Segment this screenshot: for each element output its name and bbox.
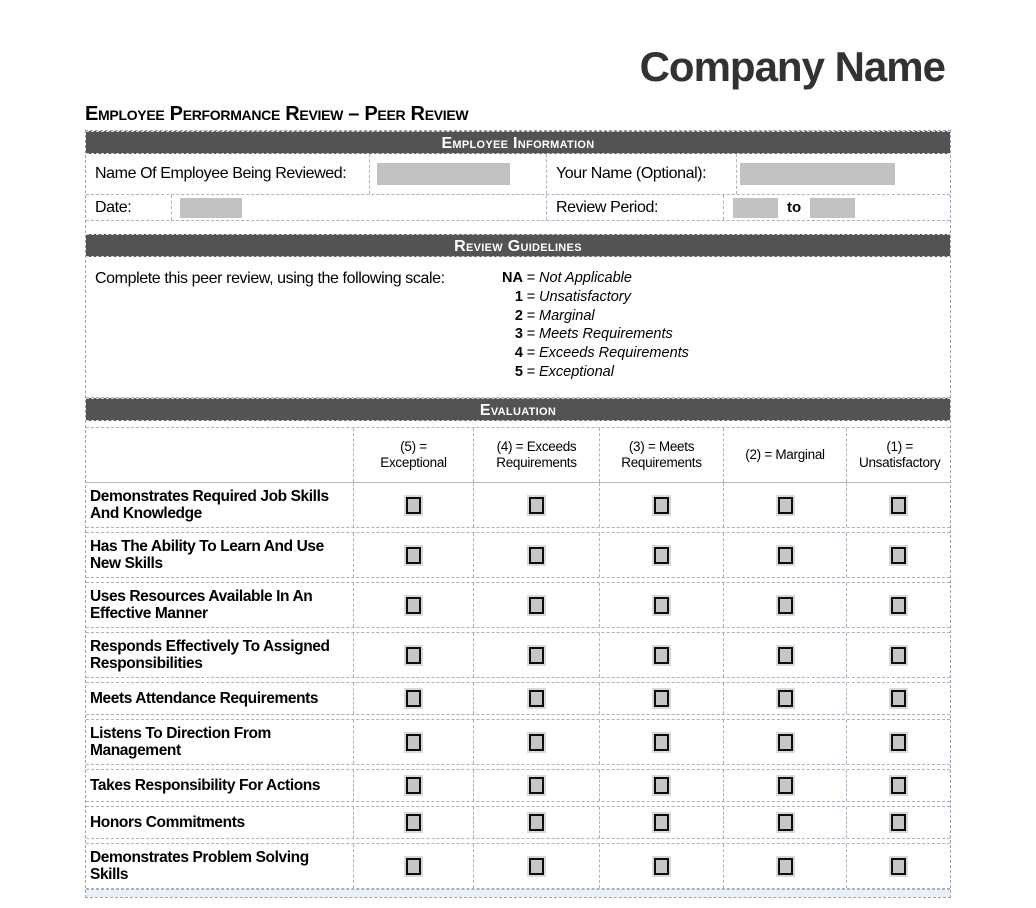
evaluation-row xyxy=(86,807,950,838)
evaluation-row-label: Has The Ability To Learn And Use New Skills xyxy=(90,538,324,573)
rating-column-header xyxy=(723,428,846,482)
scale-key: 4 xyxy=(514,345,523,361)
rating-checkbox[interactable] xyxy=(529,858,544,875)
rating-cell xyxy=(353,844,473,888)
rating-checkbox[interactable] xyxy=(778,597,793,614)
rating-cell xyxy=(599,583,723,627)
evaluation-row-label: Uses Resources Available In An Effective Manner xyxy=(90,588,313,623)
rating-cell xyxy=(723,807,846,838)
company-name-title: Company Name xyxy=(639,43,945,90)
evaluation-row-label: Honors Commitments xyxy=(90,814,245,832)
evaluation-row xyxy=(86,583,950,627)
scale-value: Exceeds Requirements xyxy=(539,345,689,361)
date-input[interactable] xyxy=(180,198,242,218)
scale-item xyxy=(495,344,689,363)
rating-cell xyxy=(353,720,473,764)
scale-key: 1 xyxy=(514,288,523,305)
evaluation-row-label: Demonstrates Required Job Skills And Knowledge xyxy=(90,488,329,523)
review-period-label: Review Period: xyxy=(556,198,659,216)
rating-cell xyxy=(473,633,599,677)
rating-cell xyxy=(473,583,599,627)
rating-cell xyxy=(353,683,473,714)
rating-cell xyxy=(846,583,950,627)
rating-checkbox[interactable] xyxy=(406,777,421,794)
scale-item xyxy=(495,269,689,288)
employee-name-label: Name Of Employee Being Reviewed: xyxy=(95,165,347,183)
rating-column-header-label: (5) = Exceptional xyxy=(380,439,447,471)
rating-checkbox[interactable] xyxy=(654,734,669,751)
employee-name-input[interactable] xyxy=(377,163,510,185)
rating-cell xyxy=(353,770,473,801)
scale-key: NA xyxy=(502,270,523,287)
form-title: Employee Performance Review – Peer Review xyxy=(85,103,469,126)
rating-cell xyxy=(846,683,950,714)
rating-cell xyxy=(599,483,723,527)
rating-checkbox[interactable] xyxy=(778,734,793,751)
scale-key: 5 xyxy=(514,363,523,380)
evaluation-row-label: Responds Effectively To Assigned Responsibilities xyxy=(90,638,330,673)
rating-checkbox[interactable] xyxy=(406,497,421,514)
rating-cell xyxy=(473,720,599,764)
rating-checkbox[interactable] xyxy=(778,497,793,514)
scale-item xyxy=(495,288,689,307)
rating-cell xyxy=(723,844,846,888)
rating-checkbox[interactable] xyxy=(891,858,906,875)
rating-checkbox[interactable] xyxy=(406,647,421,664)
rating-column-header-label: (3) = Meets Requirements xyxy=(621,439,702,471)
rating-cell xyxy=(353,483,473,527)
review-period-start-input[interactable] xyxy=(733,198,778,218)
rating-checkbox[interactable] xyxy=(891,497,906,514)
scale-value: Exceptional xyxy=(539,363,614,380)
evaluation-column-headers xyxy=(86,427,950,483)
rating-cell xyxy=(599,770,723,801)
rating-cell xyxy=(599,844,723,888)
rating-cell xyxy=(599,683,723,714)
scale-item xyxy=(495,363,689,382)
scale-key: 3 xyxy=(514,326,523,343)
rating-cell xyxy=(473,807,599,838)
rating-cell xyxy=(599,807,723,838)
rating-checkbox[interactable] xyxy=(891,777,906,794)
evaluation-row-label: Takes Responsibility For Actions xyxy=(90,777,321,795)
rating-cell xyxy=(723,633,846,677)
your-name-input[interactable] xyxy=(740,163,895,185)
evaluation-row-label: Listens To Direction From Management xyxy=(90,725,271,760)
rating-checkbox[interactable] xyxy=(654,597,669,614)
rating-cell xyxy=(473,483,599,527)
rating-cell xyxy=(473,533,599,577)
scale-value: Meets Requirements xyxy=(539,326,673,343)
rating-checkbox[interactable] xyxy=(654,690,669,707)
evaluation-rows xyxy=(86,483,950,889)
rating-scale-legend xyxy=(495,268,689,381)
evaluation-row-label: Demonstrates Problem Solving Skills xyxy=(90,849,309,884)
rating-checkbox[interactable] xyxy=(406,814,421,831)
scale-equals: = xyxy=(526,326,536,343)
rating-column-header-label: (4) = Exceeds Requirements xyxy=(496,439,577,471)
rating-cell xyxy=(723,770,846,801)
review-form xyxy=(85,130,951,898)
rating-column-header-label: (2) = Marginal xyxy=(745,447,825,463)
rating-cell xyxy=(846,483,950,527)
rating-checkbox[interactable] xyxy=(406,690,421,707)
rating-checkbox[interactable] xyxy=(406,597,421,614)
scale-equals: = xyxy=(526,270,536,287)
scale-equals: = xyxy=(526,363,536,380)
rating-checkbox[interactable] xyxy=(529,497,544,514)
spacer xyxy=(86,221,950,234)
employee-information-header: Employee Information xyxy=(86,131,950,154)
evaluation-row xyxy=(86,533,950,577)
rating-checkbox[interactable] xyxy=(778,547,793,564)
rating-checkbox[interactable] xyxy=(654,858,669,875)
employee-info-row-2 xyxy=(86,195,950,221)
rating-checkbox[interactable] xyxy=(778,777,793,794)
scale-key: 2 xyxy=(514,307,523,324)
rating-checkbox[interactable] xyxy=(529,690,544,707)
rating-checkbox[interactable] xyxy=(778,858,793,875)
scale-value: Unsatisfactory xyxy=(539,288,631,305)
evaluation-header: Evaluation xyxy=(86,398,950,421)
rating-checkbox[interactable] xyxy=(654,777,669,794)
rating-checkbox[interactable] xyxy=(529,777,544,794)
rating-cell xyxy=(599,633,723,677)
rating-checkbox[interactable] xyxy=(529,647,544,664)
date-label: Date: xyxy=(95,198,132,216)
rating-checkbox[interactable] xyxy=(891,814,906,831)
scale-equals: = xyxy=(526,307,536,324)
rating-checkbox[interactable] xyxy=(406,734,421,751)
evaluation-row xyxy=(86,683,950,714)
review-period-to-label: to xyxy=(787,199,802,217)
rating-cell xyxy=(723,483,846,527)
review-period-end-input[interactable] xyxy=(810,198,855,218)
rating-checkbox[interactable] xyxy=(406,547,421,564)
rating-checkbox[interactable] xyxy=(529,547,544,564)
evaluation-row xyxy=(86,844,950,889)
rating-cell xyxy=(473,683,599,714)
evaluation-row-label: Meets Attendance Requirements xyxy=(90,690,319,708)
rating-column-header xyxy=(846,428,952,482)
rating-cell xyxy=(353,633,473,677)
rating-cell xyxy=(723,683,846,714)
scale-item xyxy=(495,325,689,344)
rating-column-header xyxy=(599,428,723,482)
rating-column-header xyxy=(353,428,473,482)
rating-checkbox[interactable] xyxy=(891,647,906,664)
review-guidelines-header: Review Guidelines xyxy=(86,234,950,257)
rating-cell xyxy=(353,807,473,838)
rating-cell xyxy=(353,533,473,577)
evaluation-row xyxy=(86,483,950,527)
bottom-partial-row xyxy=(86,889,950,897)
rating-checkbox[interactable] xyxy=(529,734,544,751)
rating-column-header xyxy=(473,428,599,482)
rating-checkbox[interactable] xyxy=(406,858,421,875)
rating-cell xyxy=(846,770,950,801)
evaluation-row xyxy=(86,720,950,764)
rating-cell xyxy=(723,533,846,577)
rating-cell xyxy=(846,533,950,577)
rating-checkbox[interactable] xyxy=(654,647,669,664)
rating-checkbox[interactable] xyxy=(529,597,544,614)
rating-cell xyxy=(846,720,950,764)
rating-cell xyxy=(846,844,950,888)
rating-checkbox[interactable] xyxy=(654,547,669,564)
rating-checkbox[interactable] xyxy=(778,647,793,664)
scale-equals: = xyxy=(526,345,536,361)
scale-equals: = xyxy=(526,288,536,305)
evaluation-row xyxy=(86,633,950,677)
rating-checkbox[interactable] xyxy=(778,690,793,707)
your-name-label: Your Name (Optional): xyxy=(556,165,707,183)
scale-value: Marginal xyxy=(539,307,595,324)
rating-checkbox[interactable] xyxy=(778,814,793,831)
rating-cell xyxy=(723,720,846,764)
rating-checkbox[interactable] xyxy=(529,814,544,831)
guidelines-intro: Complete this peer review, using the following scale: xyxy=(95,270,445,288)
rating-checkbox[interactable] xyxy=(654,814,669,831)
rating-column-header-label: (1) = Unsatisfactory xyxy=(859,439,941,471)
review-guidelines-body xyxy=(86,257,950,398)
rating-cell xyxy=(723,583,846,627)
rating-checkbox[interactable] xyxy=(891,690,906,707)
rating-cell xyxy=(353,583,473,627)
rating-cell xyxy=(599,720,723,764)
evaluation-corner-cell xyxy=(86,428,353,482)
scale-item xyxy=(495,307,689,326)
employee-info-row-1 xyxy=(86,154,950,195)
rating-cell xyxy=(473,844,599,888)
rating-checkbox[interactable] xyxy=(654,497,669,514)
rating-cell xyxy=(599,533,723,577)
rating-cell xyxy=(473,770,599,801)
rating-checkbox[interactable] xyxy=(891,547,906,564)
evaluation-row xyxy=(86,770,950,801)
rating-cell xyxy=(846,807,950,838)
scale-value: Not Applicable xyxy=(539,270,632,287)
rating-cell xyxy=(846,633,950,677)
rating-checkbox[interactable] xyxy=(891,597,906,614)
rating-checkbox[interactable] xyxy=(891,734,906,751)
